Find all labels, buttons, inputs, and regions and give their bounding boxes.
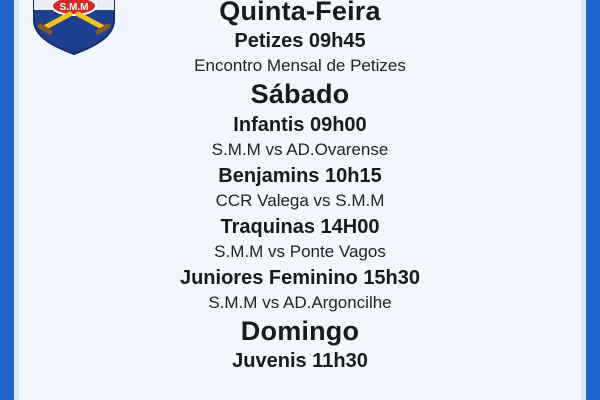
svg-text:S.M.M: S.M.M xyxy=(59,2,89,13)
event-subtitle: Encontro Mensal de Petizes xyxy=(194,56,406,76)
day-heading: Quinta-Feira xyxy=(219,0,381,26)
day-heading: Domingo xyxy=(240,315,360,346)
section-domingo xyxy=(30,316,570,374)
left-inner-stripe xyxy=(14,0,19,400)
event-subtitle: S.M.M vs Ponte Vagos xyxy=(214,241,386,261)
event-title: Petizes 09h45 xyxy=(234,30,366,53)
event-title: Juniores Feminino 15h30 xyxy=(179,266,421,289)
section-sabado xyxy=(30,79,570,314)
event-title: Benjamins 10h15 xyxy=(218,164,382,187)
day-heading: Sábado xyxy=(250,79,350,110)
event-title: Juvenis 11h30 xyxy=(232,350,368,373)
section-quinta-feira xyxy=(30,0,570,77)
right-blue-bar xyxy=(586,0,600,400)
right-inner-stripe xyxy=(581,0,586,400)
event-title: Traquinas 14H00 xyxy=(220,215,380,238)
event-subtitle: S.M.M vs AD.Ovarense xyxy=(211,139,389,159)
event-title: Infantis 09h00 xyxy=(233,113,367,136)
left-blue-bar xyxy=(0,0,14,400)
event-subtitle: CCR Valega vs S.M.M xyxy=(215,190,385,210)
event-subtitle: S.M.M vs AD.Argoncilhe xyxy=(208,292,392,312)
schedule-content xyxy=(30,0,570,376)
